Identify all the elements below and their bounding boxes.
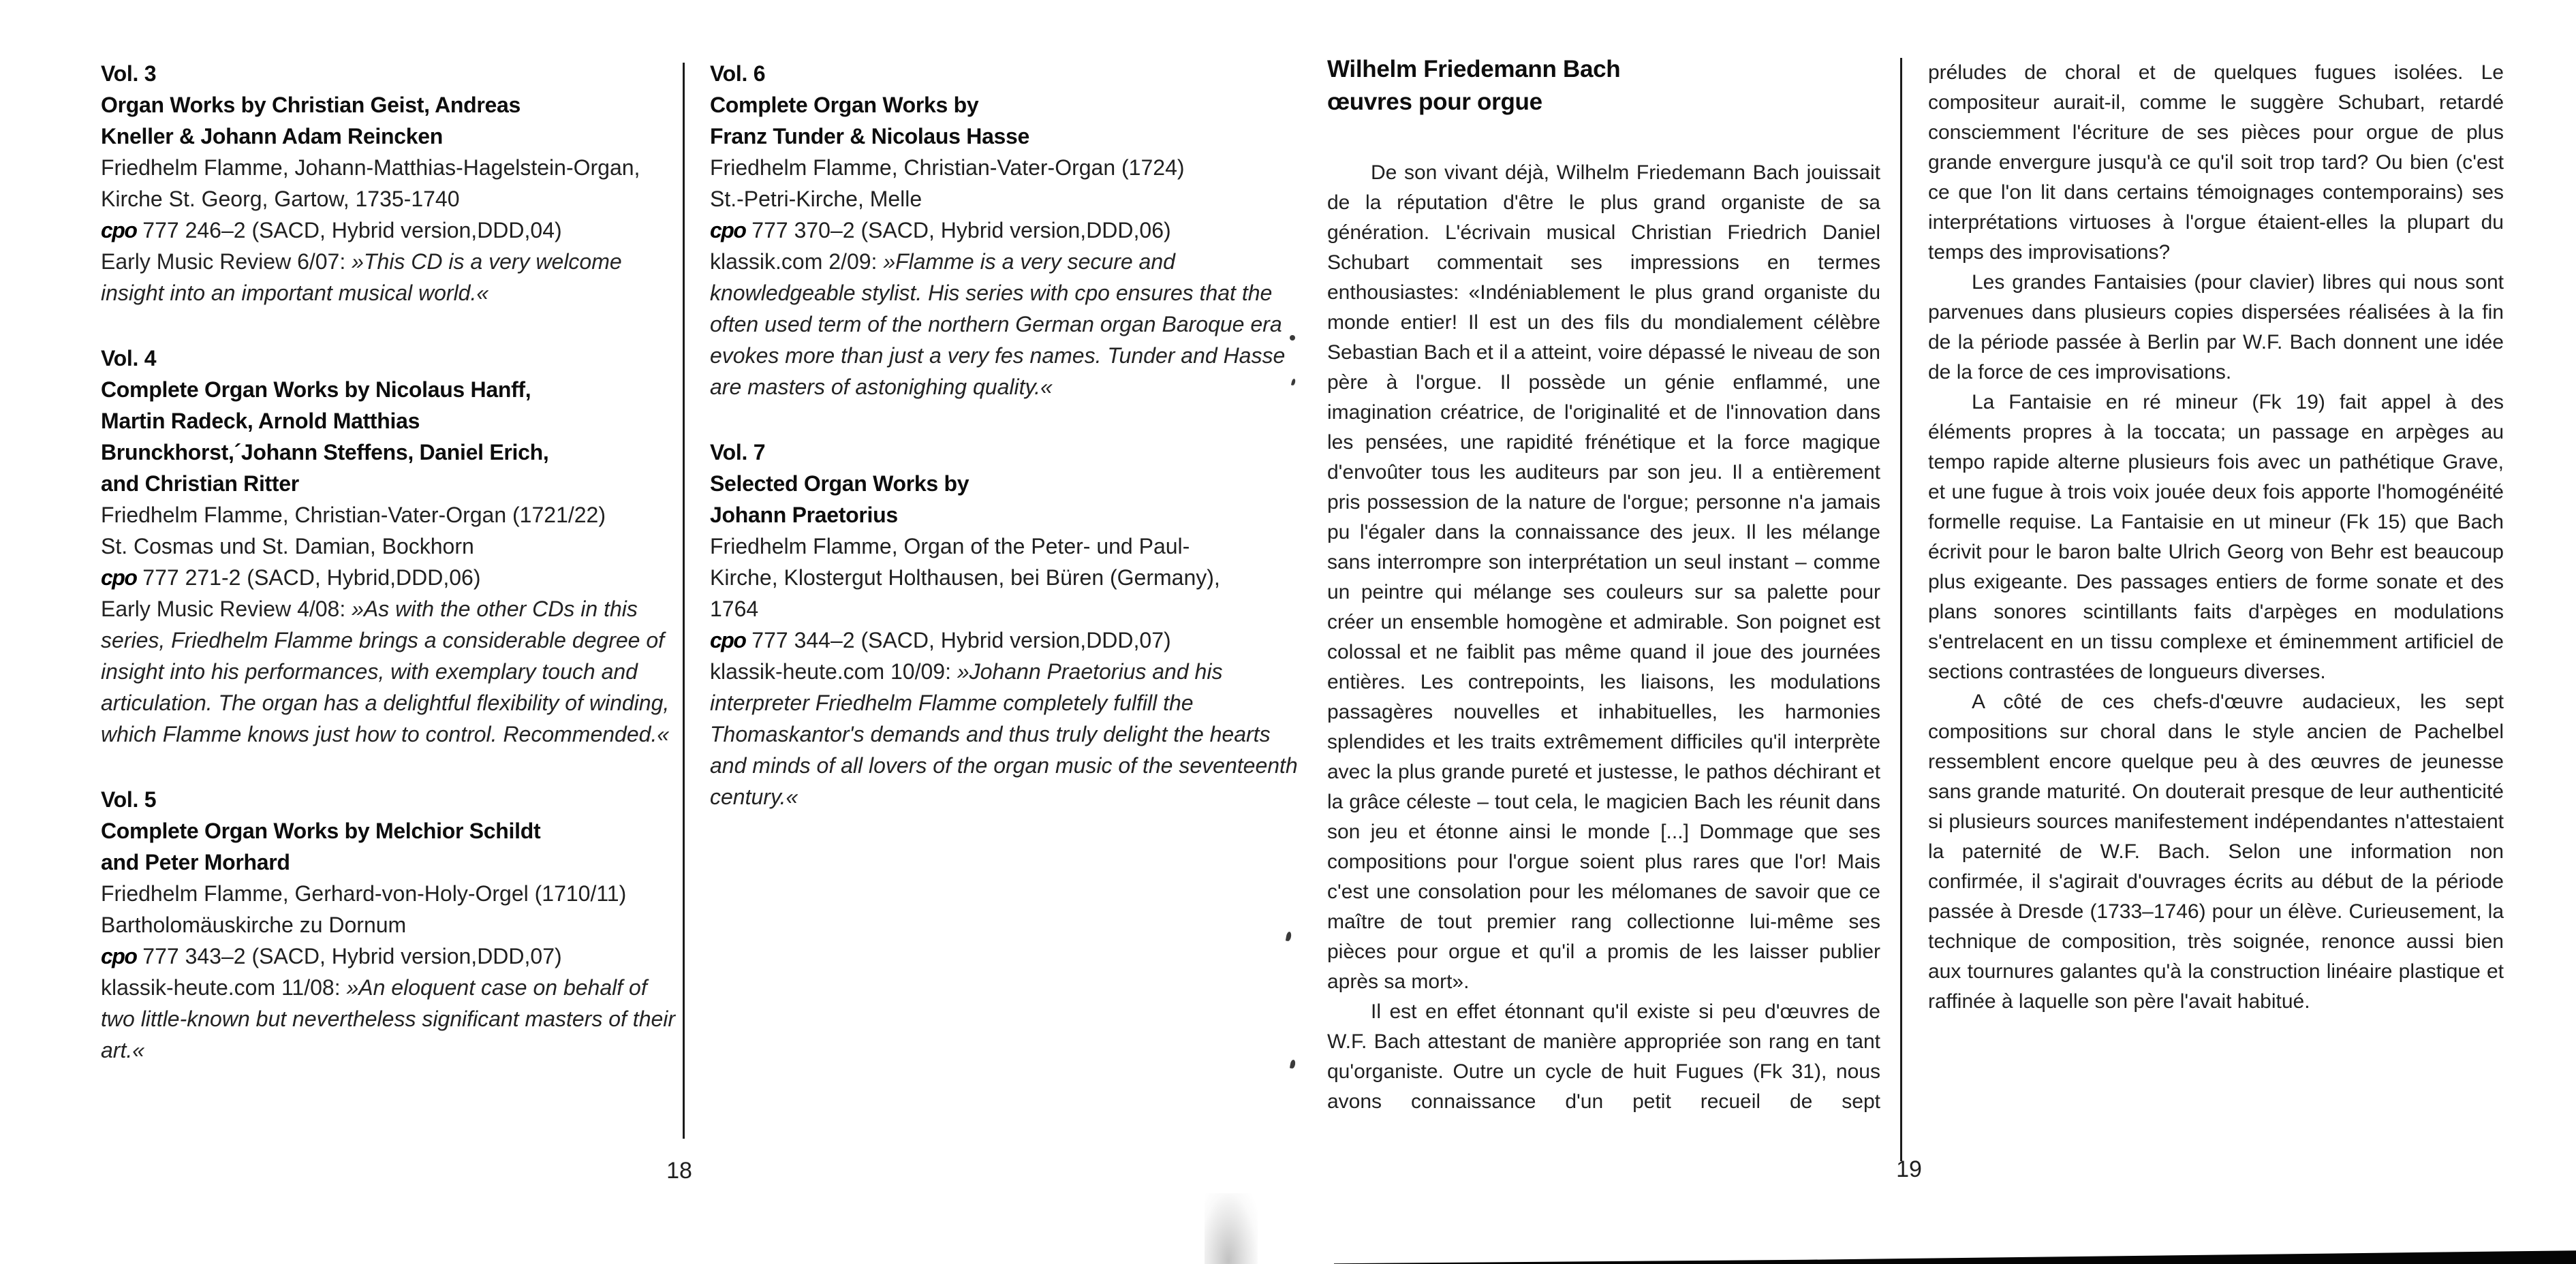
essay-paragraph-continuation: préludes de choral et de quelques fugues isolées. Le compositeur aurait-il, comme le suggère Schubart, retardé consciemment l'écriture de ses pièces pour orgue de plus grande envergure jusqu'à ce qu'il soit trop tard? Ou bien (c'est ce que l'on lit dans certains témoignages contemporains) ses interprétations virtuoses à l'orgue étaient-elles la plupart du temps des improvisations? (1928, 61, 2504, 264)
section-title: Organ Works by Christian Geist, Andreas Kneller & Johann Adam Reincken (101, 93, 521, 148)
catalog-number: 777 370–2 (SACD, Hybrid version,DDD,06) (745, 218, 1171, 242)
page19-column-2 (1928, 58, 2504, 1017)
section-title: Complete Organ Works by Franz Tunder & Nicolaus Hasse (710, 93, 1030, 148)
page18-column-1 (101, 58, 685, 1100)
performer-info: Friedhelm Flamme, Johann-Matthias-Hagelstein-Organ, Kirche St. Georg, Gartow, 1735-1740 (101, 155, 640, 211)
essay-paragraph: De son vivant déjà, Wilhelm Friedemann Bach jouissait de la réputation d'être le plus grand organiste de sa génération. L'écrivain musical Christian Friedrich Daniel Schubart commentait ses impressions en termes enthousiastes: «Indéniablement le plus grand organiste du monde entier! Il est un des fils du mondialement célèbre Sebastian Bach et il a atteint, voire dépassé le niveau de son père à l'orgue. Il possède un génie enflammé, une imagination créatrice, de l'originalité et de l'innovation dans les pensées, une rapidité frénétique et la force magique d'envoûter tous les auditeurs par son jeu. Il a entièrement pris possession de la nature de l'orgue; personne n'a jamais pu l'égaler dans la connaissance des jeux. Il les mélange sans interrompre son interprétation un seul instant – comme un peintre qui mélange ses couleurs sur sa palette pour créer un ensemble homogène et admirable. Son poignet est colossal et ne faiblit pas même quand il joue des journées entières. Les contrepoints, les liaisons, les modulations passagères nouvelles et inhabituelles, les harmonies splendides et les traits extrêmement difficiles qu'il interprète avec la plus grande pureté et justesse, le pathos déchirant et la grâce céleste – tout cela, le magicien Bach les réunit dans son jeu et étonne ainsi le monde [...] Dommage que ses compositions pour l'orgue soient plus rares que l'or! Mais c'est une consolation pour les mélomanes de savoir que ce maître de tout premier rang collectionne lui-même ses pièces pour orgue et qu'il a promis de les laisser publier après sa mort». (1327, 161, 1880, 993)
essay-paragraph: A côté de ces chefs-d'œuvre audacieux, les sept compositions sur choral dans le style ancien de Pachelbel ressemblent encore quelque peu à des œuvres de jeunesse sans grande maturité. On douterait presque de leur authenticité si plusieurs sources manifestement indépendantes n'attestaient la paternité de W.F. Bach. Selon une information non confirmée, il s'agirait d'ouvrages écrits au début de la période passée à Dresde (1733–1746) pour un élève. Curieusement, la technique de composition, très soignée, renonce aussi bien aux tournures galantes qu'à la construction linéaire plastique et raffinée à laquelle son père l'avait habitué. (1928, 691, 2504, 1013)
page19-column-1 (1327, 53, 1880, 1117)
cpo-label: cpo (101, 218, 137, 242)
catalog-number: 777 271-2 (SACD, Hybrid,DDD,06) (136, 565, 481, 590)
review-source: Early Music Review 6/07: (101, 249, 352, 274)
section-title: Complete Organ Works by Nicolaus Hanff, Martin Radeck, Arnold Matthias Brunckhorst,´Johann Steffens, Daniel Erich, and Christian Ritter (101, 377, 549, 496)
catalog-number: 777 344–2 (SACD, Hybrid version,DDD,07) (745, 628, 1171, 652)
volume-section-vol6 (710, 58, 1301, 402)
catalog-line (101, 562, 685, 593)
review-text (101, 972, 685, 1066)
column-divider-page19 (1900, 58, 1902, 1161)
review-text (101, 593, 685, 750)
volume-section-vol5 (101, 784, 685, 1066)
review-quote: »Flamme is a very secure and knowledgeable stylist. His series with cpo ensures that the often used term of the northern German organ Baroque era evokes more than just a very fes names. Tunder and Hasse are masters of astonighing quality.« (710, 249, 1286, 399)
volume-label: Vol. 4 (101, 346, 157, 370)
review-quote: »An eloquent case on behalf of two little-known but nevertheless significant masters of their art.« (101, 975, 676, 1062)
review-text (710, 246, 1301, 402)
review-source: klassik-heute.com 10/09: (710, 659, 957, 684)
essay-paragraph: La Fantaisie en ré mineur (Fk 19) fait appel à des éléments propres à la toccata; un passage en arpèges au tempo rapide alterne plusieurs fois avec un pathétique Grave, et une fugue à trois voix jouée deux fois apporte l'homogénéité formelle requise. La Fantaisie en ut mineur (Fk 15) que Bach écrivit pour le baron balte Ulrich Georg von Behr est beaucoup plus exigeante. Des passages entiers de forme sonate et des plans sonores scintillants faits d'arpèges en modulations s'entrelacent en un tissu complexe et éminemment artificiel de sections contrastées de longueurs diverses. (1928, 391, 2504, 683)
scan-speck (1290, 335, 1295, 341)
review-text (710, 656, 1301, 812)
review-source: Early Music Review 4/08: (101, 597, 352, 621)
catalog-number: 777 246–2 (SACD, Hybrid version,DDD,04) (136, 218, 562, 242)
review-text (101, 246, 685, 309)
volume-section-vol7 (710, 437, 1301, 812)
review-quote: »Johann Praetorius and his interpreter Friedhelm Flamme completely fulfill the Thomaskantor's demands and thus truly delight the hearts and minds of all lovers of the organ music of the seventeenth century.« (710, 659, 1298, 809)
essay-title: Wilhelm Friedemann Bach œuvres pour orgue (1327, 56, 1621, 115)
volume-section-vol3 (101, 58, 685, 309)
review-source: klassik-heute.com 11/08: (101, 975, 347, 1000)
volume-section-vol4 (101, 343, 685, 750)
volume-label: Vol. 3 (101, 61, 157, 86)
page18-column-2 (710, 58, 1301, 847)
review-source: klassik.com 2/09: (710, 249, 884, 274)
section-title: Selected Organ Works by Johann Praetorius (710, 471, 969, 527)
essay-paragraph: Les grandes Fantaisies (pour clavier) libres qui nous sont parvenues dans plusieurs copies dispersées réalisées à la fin de la période passée à Berlin par W.F. Bach donnent une idée de la force de ces improvisations. (1928, 271, 2504, 383)
scan-speck (1286, 931, 1292, 941)
column-divider-page18 (683, 63, 685, 1139)
volume-label: Vol. 6 (710, 61, 766, 86)
cpo-label: cpo (710, 218, 746, 242)
volume-label: Vol. 5 (101, 787, 157, 812)
catalog-line (710, 625, 1301, 656)
catalog-line (101, 941, 685, 972)
cpo-label: cpo (101, 944, 137, 968)
catalog-line (710, 215, 1301, 246)
cpo-label: cpo (710, 628, 746, 652)
essay-paragraph: Il est en effet étonnant qu'il existe si peu d'œuvres de W.F. Bach attestant de manière appropriée son rang en tant qu'organiste. Outre un cycle de huit Fugues (Fk 31), nous avons connaissance d'un petit recueil de sept (1327, 1000, 1880, 1113)
performer-info: Friedhelm Flamme, Gerhard-von-Holy-Orgel (1710/11) Bartholomäuskirche zu Dornum (101, 881, 627, 937)
volume-label: Vol. 7 (710, 440, 766, 464)
review-quote: »As with the other CDs in this series, Friedhelm Flamme brings a considerable degree of insight into his performances, with exemplary touch and articulation. The organ has a delightful flexibility of winding, which Flamme knows just how to control. Recommended.« (101, 597, 670, 746)
cpo-label: cpo (101, 565, 137, 590)
scan-smudge (1205, 1193, 1258, 1264)
performer-info: Friedhelm Flamme, Christian-Vater-Organ (1721/22) St. Cosmas und St. Damian, Bockhorn (101, 503, 606, 558)
catalog-line (101, 215, 685, 246)
scan-speck (1290, 1059, 1296, 1069)
catalog-number: 777 343–2 (SACD, Hybrid version,DDD,07) (136, 944, 562, 968)
page-number-18: 18 (666, 1158, 692, 1184)
performer-info: Friedhelm Flamme, Organ of the Peter- und Paul- Kirche, Klostergut Holthausen, bei Büren (Germany), 1764 (710, 534, 1220, 621)
review-quote: »This CD is a very welcome insight into an important musical world.« (101, 249, 622, 305)
section-title: Complete Organ Works by Melchior Schildt and Peter Morhard (101, 819, 541, 874)
scan-edge-shadow (1334, 1246, 2576, 1264)
page-number-19: 19 (1896, 1156, 1922, 1182)
performer-info: Friedhelm Flamme, Christian-Vater-Organ (1724) St.-Petri-Kirche, Melle (710, 155, 1185, 211)
